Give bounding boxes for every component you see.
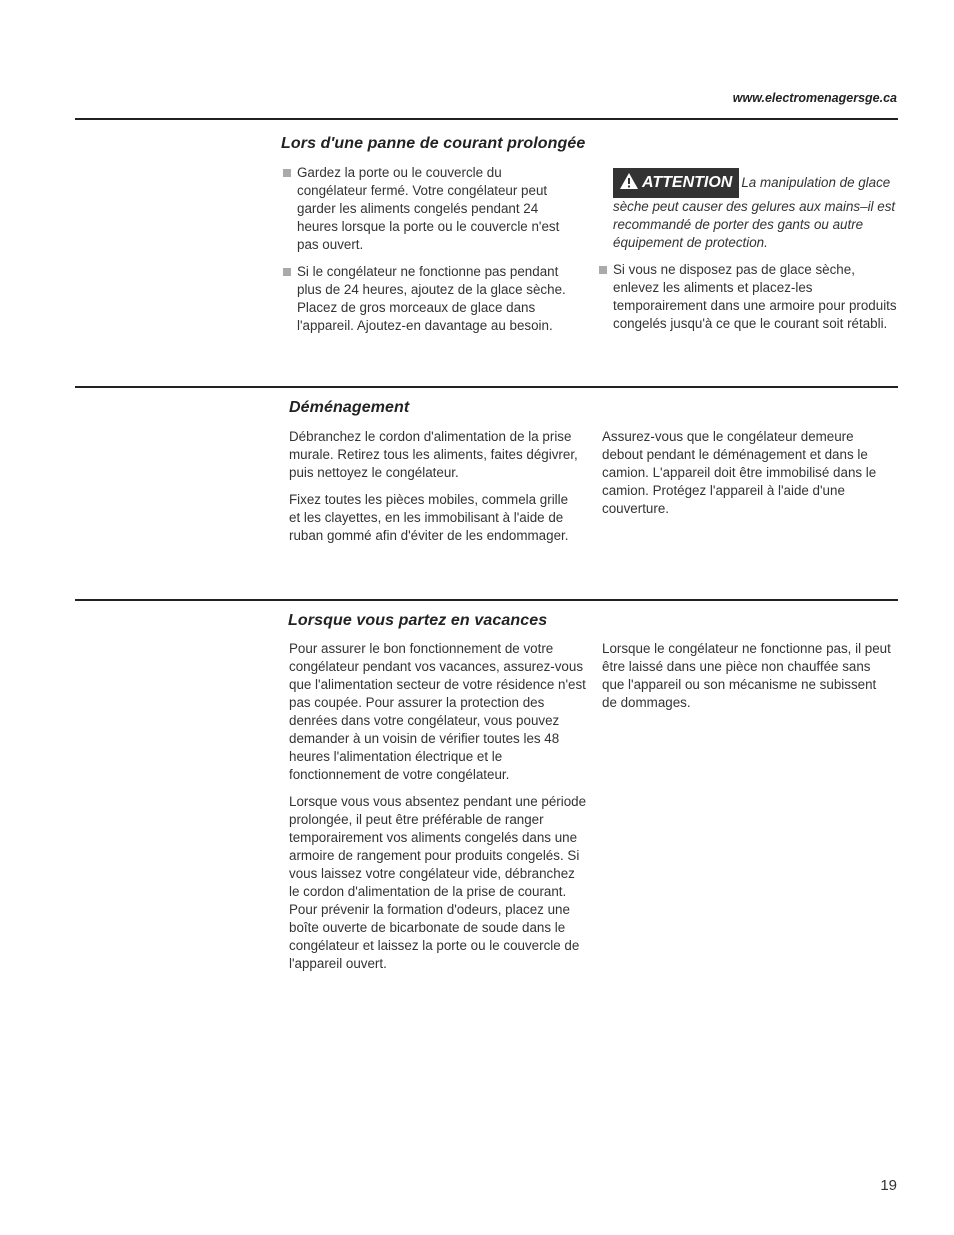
- list-item: Si vous ne disposez pas de glace sèche, enlevez les aliments et placez-les temporairement dans une armoire pour produits congelés jusqu'à ce que le courant soit rétabli.: [599, 261, 897, 333]
- section-divider: [75, 118, 898, 120]
- warning-text: La manipulation de glace sèche peut causer des gelures aux mains–il est recommandé de porter des gants ou autre équipement de protection.: [613, 175, 896, 250]
- paragraph: Lorsque le congélateur ne fonctionne pas, il peut être laissé dans une pièce non chauffée sans que l'appareil ou son mécanisme ne subissent de dommages.: [602, 641, 891, 710]
- section-title-power-outage: Lors d'une panne de courant prolongée: [281, 135, 586, 152]
- section-divider: [75, 386, 898, 388]
- power-outage-right-column: [599, 168, 897, 342]
- paragraph: Pour assurer le bon fonctionnement de votre congélateur pendant vos vacances, assurez-vous que l'alimentation secteur de votre résidence n'est pas coupée. Pour assurer la protection des denrées dans votre congélateur, vous pouvez demander à un voisin de vérifier toutes les 48 heures l'alimentation électrique et le fonctionnement de votre congélateur.: [289, 641, 586, 782]
- section-title-vacation: Lorsque vous partez en vacances: [288, 612, 548, 629]
- moving-right-column: [602, 428, 894, 527]
- warning-triangle-icon: [619, 172, 639, 190]
- website-url[interactable]: www.electromenagersge.ca: [732, 91, 897, 105]
- power-outage-left-column: [283, 164, 575, 344]
- vacation-left-column: [289, 640, 587, 982]
- paragraph: Fixez toutes les pièces mobiles, commela grille et les clayettes, en les immobilisant à l'aide de ruban gommé afin d'éviter de les endommager.: [289, 492, 569, 543]
- vacation-right-column: [602, 640, 894, 721]
- list-item: Gardez la porte ou le couvercle du congélateur fermé. Votre congélateur peut garder les aliments congelés pendant 24 heures lorsque la porte ou le couvercle n'est pas ouvert.: [283, 164, 575, 254]
- section-divider: [75, 599, 898, 601]
- bullet-square-icon: [599, 266, 607, 274]
- warning-block: [599, 168, 897, 252]
- list-item: Si le congélateur ne fonctionne pas pendant plus de 24 heures, ajoutez de la glace sèche. Placez de gros morceaux de glace dans l'appareil. Ajoutez-en davantage au besoin.: [283, 263, 575, 335]
- page-number: 19: [880, 1177, 897, 1194]
- paragraph: Lorsque vous vous absentez pendant une période prolongée, il peut être préférable de ranger temporairement vos aliments congelés dans une armoire de rangement pour produits congelés. Si vous laissez votre congélateur vide, débranchez le cordon d'alimentation de la prise de courant. Pour prévenir la formation d'odeurs, placez une boîte ouverte de bicarbonate de soude dans le congélateur et laissez la porte ou le couvercle de l'appareil ouvert.: [289, 794, 587, 971]
- attention-badge: ATTENTION: [613, 168, 739, 198]
- section-title-moving: Déménagement: [289, 399, 410, 416]
- paragraph: Assurez-vous que le congélateur demeure debout pendant le déménagement et dans le camion. L'appareil doit être immobilisé dans le camion. Protégez l'appareil à l'aide d'une couverture.: [602, 429, 877, 516]
- moving-left-column: [289, 428, 579, 554]
- paragraph: Débranchez le cordon d'alimentation de la prise murale. Retirez tous les aliments, faites dégivrer, puis nettoyez le congélateur.: [289, 429, 578, 480]
- bullet-square-icon: [283, 169, 291, 177]
- bullet-square-icon: [283, 268, 291, 276]
